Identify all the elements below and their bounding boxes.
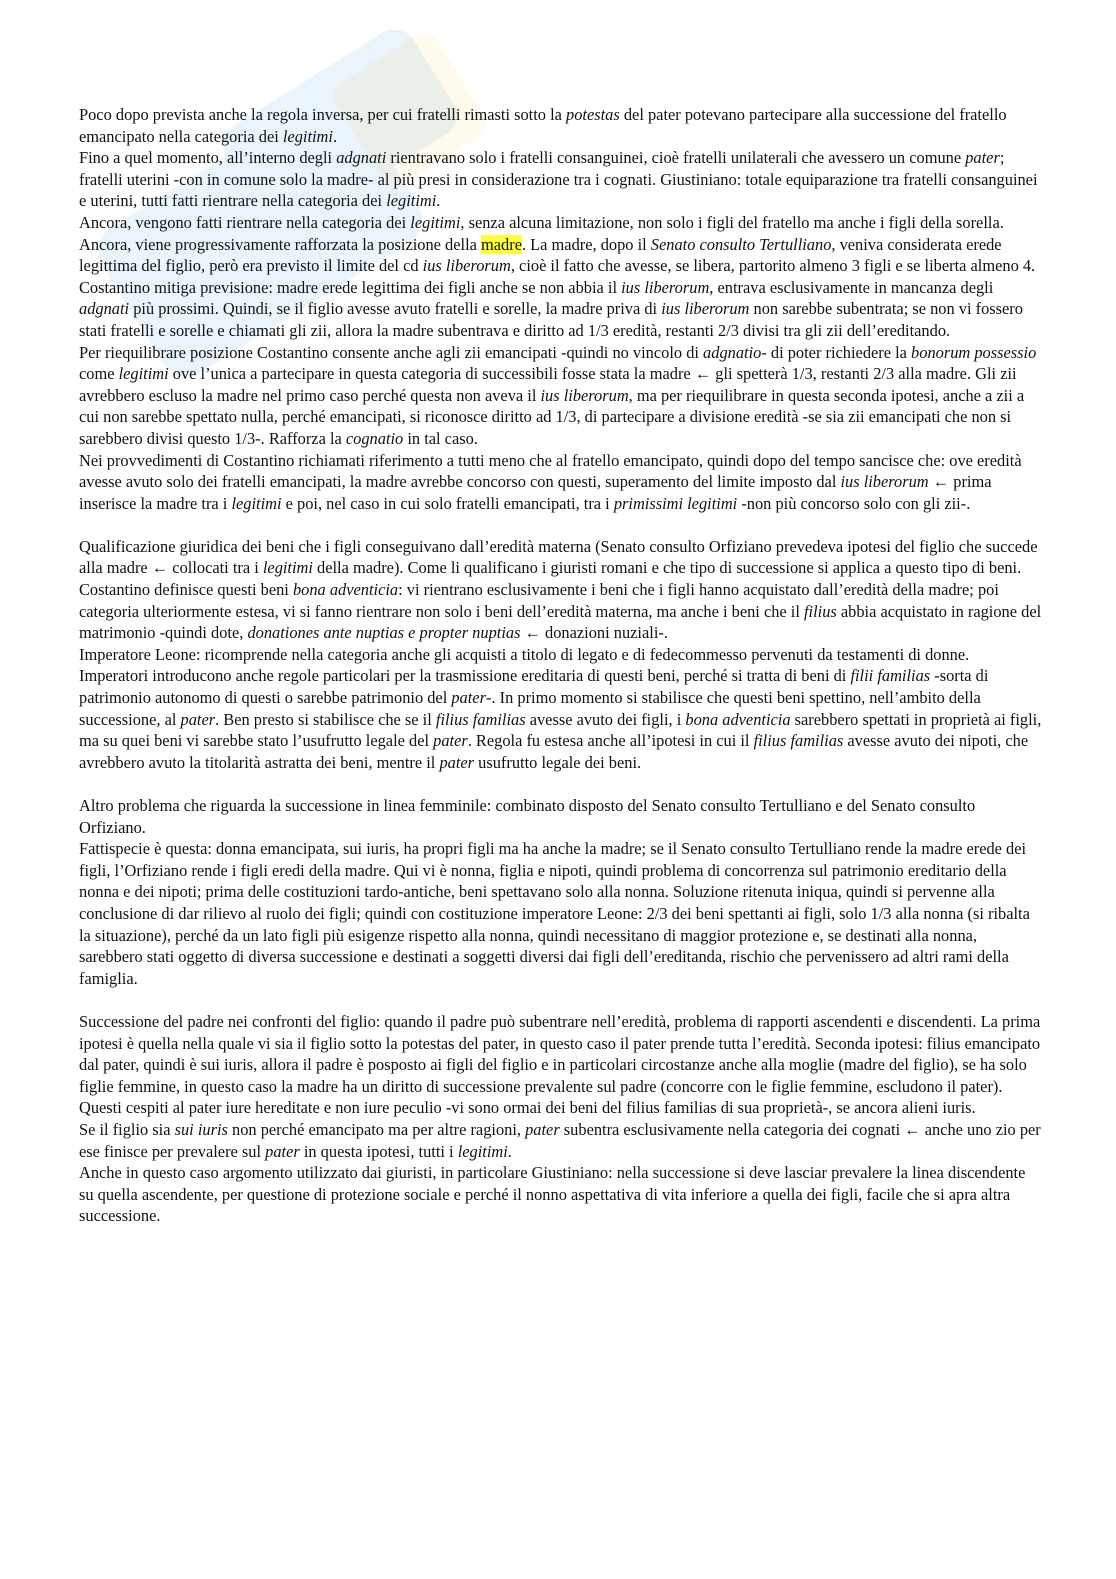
text-run: Ancora, vengono fatti rientrare nella categoria dei (79, 212, 411, 232)
text-run: del pater potevano partecipare alla successione del fratello emancipato nella categoria dei (79, 105, 1007, 146)
italic-term: Senato consulto Tertulliano (650, 234, 832, 254)
text-run: avesse avuto dei figli, i (525, 709, 686, 729)
text-run: rientravano solo i fratelli consanguinei, cioè fratelli unilaterali che avessero un comune (386, 148, 966, 168)
section-gap (79, 773, 1043, 795)
italic-term: cognatio (345, 428, 404, 448)
text-run: Altro problema che riguarda la successione in linea femminile: combinato disposto del Senato consulto Tertulliano e del Senato consulto Orfiziano. (79, 796, 976, 837)
text-run: . La madre, dopo il (521, 234, 651, 254)
italic-term: ius liberorum (661, 299, 750, 319)
text-run: Ancora, viene progressivamente rafforzata la posizione della (79, 234, 482, 254)
text-run: , veniva considerata erede legittima del figlio, però era previsto il limite del cd (79, 234, 1002, 276)
italic-term: donationes ante nuptias e propter nuptias (247, 623, 521, 643)
text-run: Nei provvedimenti di Costantino richiamati riferimento a tutti meno che al fratello emancipato, quindi dopo del tempo sancisce che: ove eredità avesse avuto solo dei fratelli emancipati, la madre avrebbe concorso con questi, superamento del limite imposto dal (79, 450, 1022, 492)
text-run: sarebbero spettati in proprietà ai figli, ma su quei beni vi sarebbe stato l’usufrutto legale del (79, 709, 1042, 751)
italic-term: filius familias (753, 731, 844, 751)
paragraph (79, 665, 1043, 773)
text-run: Fattispecie è questa: donna emancipata, sui iuris, ha propri figli ma ha anche la madre; se il Senato consulto Tertulliano rende la madre erede dei figli, l’Orfiziano rende i figli eredi della madre. Qui vi è nonna, figlia e nipoti, quindi problema di concorrenza sul patrimonio ereditario della nonna e dei nipoti; prima delle costituzioni tardo-antiche, beni spettavano solo alla nonna. Soluzione ritenuta iniqua, quindi si pervenne alla conclusione di dar rilievo al ruolo dei figli; quindi con costituzione imperatore Leone: 2/3 dei beni spettanti ai figli, solo 1/3 alla nonna (si ribalta la situazione), perché da un lato figli più esigenze rispetto alla nonna, quindi necessitano di maggior protezione e, se destinati alla nonna, sarebbero stati oggetto di diversa successione e destinati a soggetti diversi dai figli dell’ereditanda, rischio che pervenissero ad altri rami della famiglia. (79, 839, 1030, 988)
text-run: in tal caso. (403, 428, 478, 448)
section-1 (79, 104, 1043, 514)
paragraph (79, 536, 1043, 579)
text-run: , entrava esclusivamente in mancanza degli (709, 277, 994, 297)
text-run: , senza alcuna limitazione, non solo i figli del fratello ma anche i figli della sorella. (460, 212, 1004, 232)
italic-term: pater (525, 1119, 560, 1139)
text-run: come (79, 364, 119, 384)
paragraph (79, 234, 1043, 277)
text-run: Poco dopo prevista anche la regola inversa, per cui fratelli rimasti sotto la (79, 105, 567, 124)
text-run: Anche in questo caso argomento utilizzato dai giuristi, in particolare Giustiniano: nella successione si deve lasciar prevalere la linea discendente su quella ascendente, per questione di protezione sociale e perché il nonno aspettativa di vita inferiore a quella dei figli, facile che si apra altra successione. (79, 1163, 1026, 1226)
text-run: -sorta di patrimonio autonomo di questi o sarebbe patrimonio del (79, 666, 989, 708)
paragraph (79, 795, 1043, 838)
text-run: Costantino mitiga previsione: madre erede legittima dei figli anche se non abbia il (79, 277, 622, 297)
paragraph (79, 147, 1043, 212)
italic-term: legitimi (457, 1141, 508, 1161)
text-run: ; fratelli uterini -con in comune solo la madre- al più presi in considerazione tra i cognati. Giustiniano: totale equiparazione tra fratelli consanguinei e uterini, tutti fatti rientrare nella categoria dei (79, 148, 1038, 211)
text-run: . Ben presto si stabilisce che se il (215, 709, 436, 729)
italic-term: legitimi (231, 493, 282, 513)
italic-term: sui iuris (174, 1119, 228, 1139)
italic-term: adgnatio (703, 342, 762, 362)
italic-term: ius liberorum (840, 472, 929, 492)
text-run: Per riequilibrare posizione Costantino consente anche agli zii emancipati -quindi no vincolo di (79, 342, 704, 362)
italic-term: pater (439, 752, 475, 772)
italic-term: potestas (566, 105, 620, 124)
text-run: Imperatori introducono anche regole particolari per la trasmissione ereditaria di questi beni, perché si tratta di beni di (79, 666, 851, 686)
text-run: Imperatore Leone: ricomprende nella categoria anche gli acquisti a titolo di legato e di fedecommesso pervenuti da testamenti di donne. (79, 644, 970, 664)
text-run: Qualificazione giuridica dei beni che i figli conseguivano dall’eredità materna (Senato consulto Orfiziano prevedeva ipotesi del figlio che succede alla madre ← collocati tra i (79, 536, 1038, 578)
document-body (79, 104, 1043, 1227)
paragraph (79, 1097, 1043, 1119)
italic-term: legitimi (118, 364, 169, 384)
text-run: in questa ipotesi, tutti i (299, 1141, 458, 1161)
italic-term: ius liberorum (422, 256, 511, 276)
paragraph (79, 1119, 1043, 1162)
italic-term: legitimi (386, 191, 437, 211)
section-3 (79, 795, 1043, 989)
paragraph (79, 450, 1043, 515)
text-run: non sarebbe subentrata; se non vi fossero stati fratelli e sorelle e chiamati gli zii, allora la madre subentrava e diritto ad 1/3 eredità, restanti 2/3 divisi tra gli zii dell’ereditando. (79, 299, 1023, 340)
italic-term: pater (965, 148, 1000, 168)
paragraph (79, 1011, 1043, 1097)
text-run: Se il figlio sia (79, 1119, 175, 1139)
highlighted-term: madre (481, 234, 522, 254)
text-run: usufrutto legale dei beni. (474, 752, 642, 772)
text-run: Fino a quel momento, all’interno degli (79, 148, 337, 168)
italic-term: pater (180, 709, 216, 729)
text-run: ← prima inserisce la madre tra i (79, 472, 992, 513)
paragraph (79, 104, 1043, 147)
italic-term: legitimi (262, 558, 313, 578)
text-run: . Regola fu estesa anche all’ipotesi in cui il (467, 731, 754, 751)
italic-term: legitimi (282, 126, 333, 146)
italic-term: pater (451, 688, 486, 708)
text-run: ← donazioni nuziali-. (520, 623, 668, 643)
text-run: più prossimi. Quindi, se il figlio avesse avuto fratelli e sorelle, la madre priva di (129, 299, 662, 319)
text-run: ove l’unica a partecipare in questa categoria di successibili fosse stata la madre ← gli spetterà 1/3, restanti 2/3 alla madre. Gli zii avrebbero escluso la madre nel primo caso perché questa non aveva il (79, 364, 1017, 405)
section-4 (79, 1011, 1043, 1227)
paragraph (79, 212, 1043, 234)
italic-term: filii familias (850, 666, 931, 686)
italic-term: pater (265, 1141, 300, 1161)
text-run: : vi rientrano esclusivamente i beni che i figli hanno acquistato dall’eredità della madre; poi categoria ulteriormente estesa, vi si fanno rientrare non solo i beni dell’eredità materna, ma anche i beni che il (79, 580, 999, 621)
italic-term: ius liberorum (621, 277, 710, 297)
text-run: , ma per riequilibrare in questa seconda ipotesi, anche a zii a cui non sarebbe spettato nulla, perché emancipati, si riconosce diritto ad 1/3, di partecipare a divisione eredità -se sia zii emancipati che non si sarebbero divisi questo 1/3-. Rafforza la (79, 385, 1025, 448)
text-run: della madre). Come li qualificano i giuristi romani e che tipo di successione si applica a questo tipo di beni. (312, 558, 1022, 578)
italic-term: bona adventicia (685, 709, 791, 729)
text-run: . (507, 1141, 512, 1161)
italic-term: bonorum possessio (911, 342, 1037, 362)
paragraph (79, 644, 1043, 666)
italic-term: ius liberorum (540, 385, 629, 405)
paragraph (79, 838, 1043, 989)
text-run: Costantino definisce questi beni (79, 580, 293, 600)
section-gap (79, 514, 1043, 536)
text-run: avesse avuto dei nipoti, che avrebbero avuto la titolarità astratta dei beni, mentre il (79, 731, 1029, 772)
text-run: -. In primo momento si stabilisce che questi beni spettino, nell’ambito della successione, al (79, 688, 981, 729)
text-run: subentra esclusivamente nella categoria dei cognati ← anche uno zio per ese finisce per prevalere sul (79, 1119, 1041, 1161)
italic-term: filius familias (435, 709, 526, 729)
text-run: . (436, 191, 441, 211)
text-run: Questi cespiti al pater iure hereditate e non iure peculio -vi sono ormai dei beni del filius familias di sua proprietà-, se ancora alieni iuris. (79, 1098, 976, 1118)
text-run: - di poter richiedere la (761, 342, 912, 362)
italic-term: bona adventicia (292, 580, 399, 600)
italic-term: legitimi (410, 212, 461, 232)
italic-term: pater (433, 731, 468, 751)
paragraph (79, 277, 1043, 342)
text-run: , cioè il fatto che avesse, se libera, partorito almeno 3 figli e se liberta almeno 4. (510, 256, 1036, 276)
paragraph (79, 579, 1043, 644)
text-run: non perché emancipato ma per altre ragioni, (227, 1119, 526, 1139)
paragraph (79, 342, 1043, 450)
italic-term: adgnati (79, 299, 130, 319)
text-run: e poi, nel caso in cui solo fratelli emancipati, tra i (281, 493, 614, 513)
italic-term: filius (804, 601, 837, 621)
text-run: abbia acquistato in ragione del matrimonio -quindi dote, (79, 601, 1042, 643)
section-gap (79, 989, 1043, 1011)
italic-term: primissimi legitimi (613, 493, 738, 513)
text-run: Successione del padre nei confronti del figlio: quando il padre può subentrare nell’eredità, problema di rapporti ascendenti e discendenti. La prima ipotesi è quella nella quale vi sia il figlio sotto la potestas del pater, in questo caso il pater prende tutta l’eredità. Seconda ipotesi: filius emancipato dal pater, quindi è sui iuris, allora il padre è posposto ai figli del figlio e in particolari circostanze anche alla moglie (madre del figlio), se ha solo figlie femmine, in questo caso la madre ha un diritto di successione prevalente sul padre (concorre con le figlie femmine, escludono il pater). (79, 1011, 1041, 1096)
text-run: . (332, 126, 338, 146)
paragraph (79, 1162, 1043, 1227)
section-2 (79, 536, 1043, 774)
text-run: -non più concorso solo con gli zii-. (737, 493, 971, 513)
italic-term: adgnati (336, 148, 387, 168)
